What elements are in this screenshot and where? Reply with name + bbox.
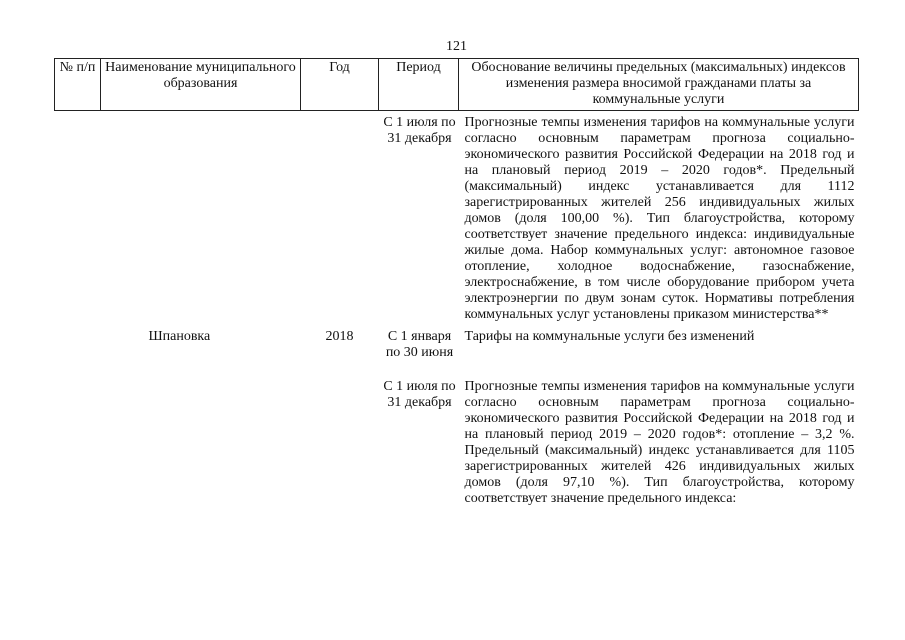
row-basis: Прогнозные темпы изменения тарифов на коммунальные услуги согласно основным параметрам прогноза социально-экономического развития Российской Федерации на 2018 год и на плановый период 2019 – 2020 годов*: отопление – 3,2 %. Предельный (максимальный) индекс устанавливается для 1105 зарегистрированных жителей 426 индивидуальных жилых домов (доля 97,10 %). Тип благоустройства, которому соответствует значение предельного индекса: <box>464 379 855 506</box>
municipality-name: Шпановка <box>148 329 211 344</box>
row-num <box>55 323 101 361</box>
header-num: № п/п <box>55 59 101 111</box>
row-name <box>101 361 301 507</box>
tariff-index-table <box>54 58 859 507</box>
row-year <box>301 361 379 507</box>
row-year: 2018 <box>325 329 354 344</box>
row-period: С 1 июля по 31 декабря <box>383 379 456 410</box>
table-row <box>55 361 859 507</box>
table-row <box>55 323 859 361</box>
header-basis: Обоснование величины предельных (максимальных) индексов изменения размера вносимой гражданами платы за коммунальные услуги <box>459 59 859 111</box>
row-basis: Прогнозные темпы изменения тарифов на коммунальные услуги согласно основным параметрам прогноза социально-экономического развития Российской Федерации на 2018 год и на плановый период 2019 – 2020 годов*. Предельный (максимальный) индекс устанавливается для 1112 зарегистрированных жителей 256 индивидуальных жилых домов (доля 100,00 %). Тип благоустройства, которому соответствует значение предельного индекса: индивидуальные жилые дома. Набор коммунальных услуг: автономное газовое отопление, холодное водоснабжение, газоснабжение, электроснабжение, в том числе оборудование прибором учета электроэнергии по двум зонам суток. Нормативы потребления коммунальных услуг установлены приказом министерства** <box>464 115 855 322</box>
row-basis: Тарифы на коммунальные услуги без изменений <box>464 329 755 344</box>
row-num <box>55 361 101 507</box>
header-year: Год <box>301 59 379 111</box>
header-name: Наименование муниципального образования <box>101 59 301 111</box>
page-number: 121 <box>446 39 467 54</box>
row-period: С 1 января по 30 июня <box>385 329 454 360</box>
row-name <box>101 111 301 324</box>
table-header-row <box>55 59 859 111</box>
header-period: Период <box>379 59 459 111</box>
row-name <box>101 323 301 361</box>
table-row <box>55 111 859 324</box>
row-year <box>301 111 379 324</box>
row-num <box>55 111 101 324</box>
row-period: С 1 июля по 31 декабря <box>383 115 456 146</box>
